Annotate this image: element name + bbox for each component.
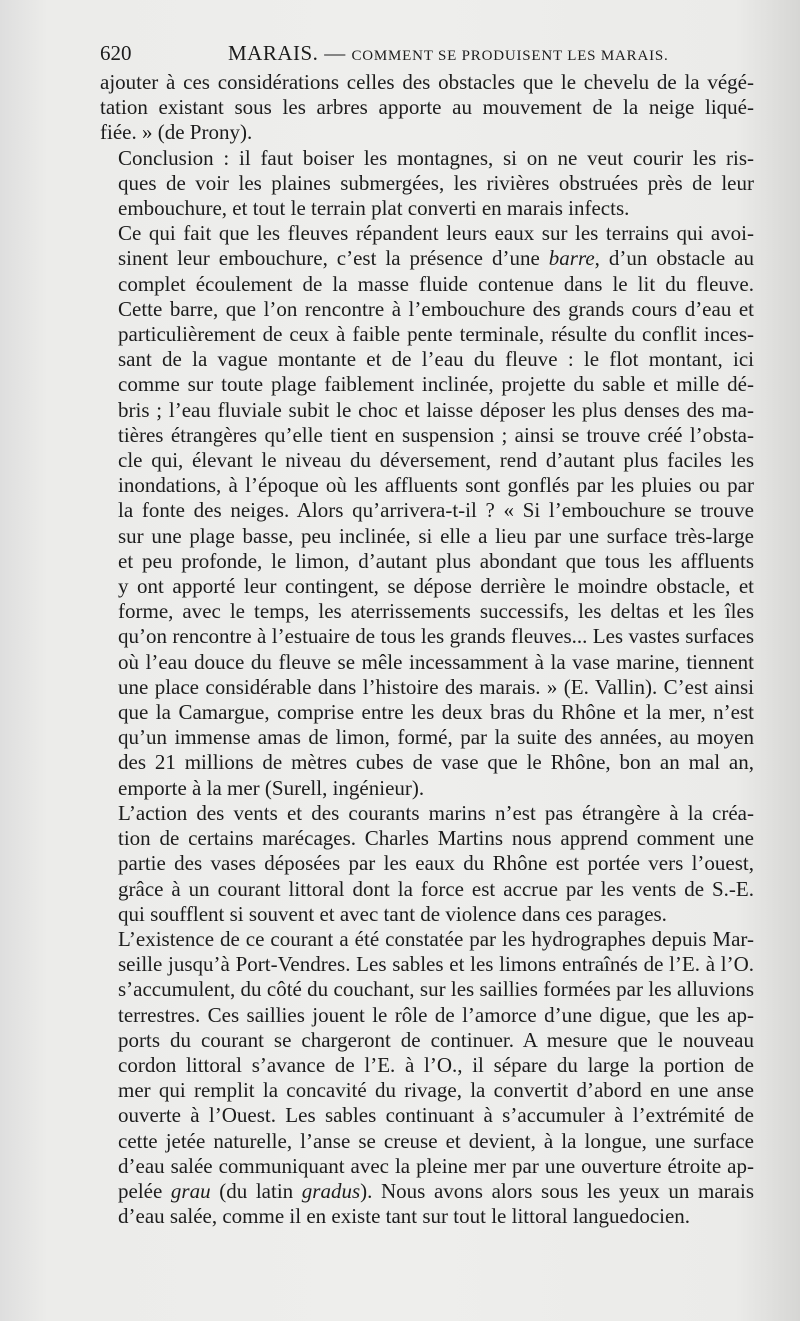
text-line: L’action des vents et des courants marins n’est pas étrangère à la créa- — [118, 800, 754, 825]
text-line: y ont apporté leur contingent, se dépose derrière le moindre obstacle, et — [118, 574, 754, 599]
text-line: où l’eau douce du fleuve se mêle incessamment à la vase marine, tiennent — [118, 649, 754, 674]
running-header — [100, 38, 760, 68]
text-line: une place considérable dans l’histoire des marais. » (E. Vallin). C’est ainsi — [118, 674, 754, 699]
text-line: des 21 millions de mètres cubes de vase que le Rhône, bon an mal an, — [118, 750, 754, 775]
text-line: ports du courant se chargeront de continuer. A mesure que le nouveau — [118, 1027, 754, 1052]
text-line: ques de voir les plaines submergées, les rivières obstruées près de leur — [118, 170, 754, 195]
text-line: qu’un immense amas de limon, formé, par la suite des années, au moyen — [118, 725, 754, 750]
text-line: sur une plage basse, peu inclinée, si elle a lieu par une surface très-large — [118, 523, 754, 548]
text-line: s’accumulent, du côté du couchant, sur les saillies formées par les alluvions — [118, 977, 754, 1002]
text-line: tation existant sous les arbres apporte au mouvement de la neige liqué- — [100, 95, 754, 120]
text-line: sant de la vague montante et de l’eau du fleuve : le flot montant, ici — [118, 347, 754, 372]
text-line: ouverte à l’Ouest. Les sables continuant à s’accumuler à l’extrémité de — [118, 1103, 754, 1128]
italic-term: grau — [170, 1178, 211, 1203]
text-line: complet écoulement de la masse fluide contenue dans le lit du fleuve. — [118, 271, 754, 296]
text-line: Conclusion : il faut boiser les montagnes, si on ne veut courir les ris- — [118, 145, 754, 170]
text-line: d’eau salée communiquant avec la pleine mer par une ouverture étroite ap- — [118, 1153, 754, 1178]
text-line: d’eau salée, comme il en existe tant sur tout le littoral languedocien. — [118, 1204, 691, 1229]
text-line: ajouter à ces considérations celles des obstacles que le chevelu de la végé- — [100, 70, 754, 94]
text-line: cordon littoral s’avance de l’E. à l’O., il sépare du large la portion de — [118, 1052, 754, 1077]
text-line: inondations, à l’époque où les affluents sont gonflés par les pluies ou par — [118, 473, 754, 498]
italic-term: gradus — [301, 1178, 361, 1203]
text-line: Ce qui fait que les fleuves répandent leurs eaux sur les terrains qui avoi- — [118, 221, 754, 246]
text-line: terrestres. Ces saillies jouent le rôle de l’amorce d’une digue, que les ap- — [118, 1002, 754, 1027]
text-line: particulièrement de ceux à faible pente terminale, résulte du conflit inces- — [118, 322, 754, 347]
text-line: pelée grau (du latin gradus). Nous avons alors sous les yeux un marais — [118, 1178, 754, 1203]
text-line: fiée. » (de Prony). — [100, 120, 253, 145]
header-separator: — — [324, 41, 346, 65]
italic-term: barre — [548, 246, 595, 271]
text-line: comme sur toute plage faiblement inclinée, projette du sable et mille dé- — [118, 372, 754, 397]
text-line: bris ; l’eau fluviale subit le choc et laisse déposer les plus denses des ma- — [118, 397, 754, 422]
text-line: que la Camargue, comprise entre les deux bras du Rhône et la mer, n’est — [118, 700, 754, 725]
paragraph — [100, 801, 754, 927]
text-line: emporte à la mer (Surell, ingénieur). — [118, 775, 425, 800]
paragraph — [100, 70, 754, 146]
section-title: COMMENT SE PRODUISENT LES MARAIS. — [351, 48, 669, 64]
text-line: Cette barre, que l’on rencontre à l’embouchure des grands cours d’eau et — [118, 296, 754, 321]
text-line: et peu profonde, le limon, d’autant plus abondant que tous les affluents — [118, 548, 754, 573]
chapter-title: MARAIS. — [228, 41, 319, 65]
text-line: sinent leur embouchure, c’est la présence d’une barre, d’un obstacle au — [118, 246, 754, 271]
text-line: tion de certains marécages. Charles Martins nous apprend comment une — [118, 826, 754, 851]
text-line: mer qui remplit la concavité du rivage, la convertit d’abord en une anse — [118, 1078, 754, 1103]
paragraph — [100, 927, 754, 1229]
text-line: seille jusqu’à Port-Vendres. Les sables et les limons entraînés de l’E. à l’O. — [118, 952, 754, 977]
text-line: qui soufflent si souvent et avec tant de violence dans ces parages. — [118, 901, 667, 926]
page-number: 620 — [100, 41, 132, 65]
text-line: embouchure, et tout le terrain plat converti en marais infects. — [118, 196, 630, 221]
text-line: la fonte des neiges. Alors qu’arrivera-t-il ? « Si l’embouchure se trouve — [118, 498, 754, 523]
text-line: grâce à un courant littoral dont la force est accrue par les vents de S.-E. — [118, 876, 754, 901]
text-line: tières étrangères qu’elle tient en suspension ; ainsi se trouve créé l’obsta- — [118, 422, 754, 447]
text-line: cle qui, élevant le niveau du déversement, rend d’autant plus faciles les — [118, 448, 754, 473]
text-line: L’existence de ce courant a été constatée par les hydrographes depuis Mar- — [118, 926, 754, 951]
running-title — [228, 38, 669, 71]
body-text — [100, 70, 754, 1229]
text-line: forme, avec le temps, les aterrissements successifs, les deltas et les îles — [118, 599, 754, 624]
paragraph — [100, 221, 754, 801]
text-line: partie des vases déposées par les eaux du Rhône est portée vers l’ouest, — [118, 851, 754, 876]
text-line: qu’on rencontre à l’estuaire de tous les grands fleuves... Les vastes surfaces — [118, 624, 754, 649]
paragraph — [100, 146, 754, 222]
text-line: cette jetée naturelle, l’anse se creuse et devient, à la longue, une surface — [118, 1128, 754, 1153]
